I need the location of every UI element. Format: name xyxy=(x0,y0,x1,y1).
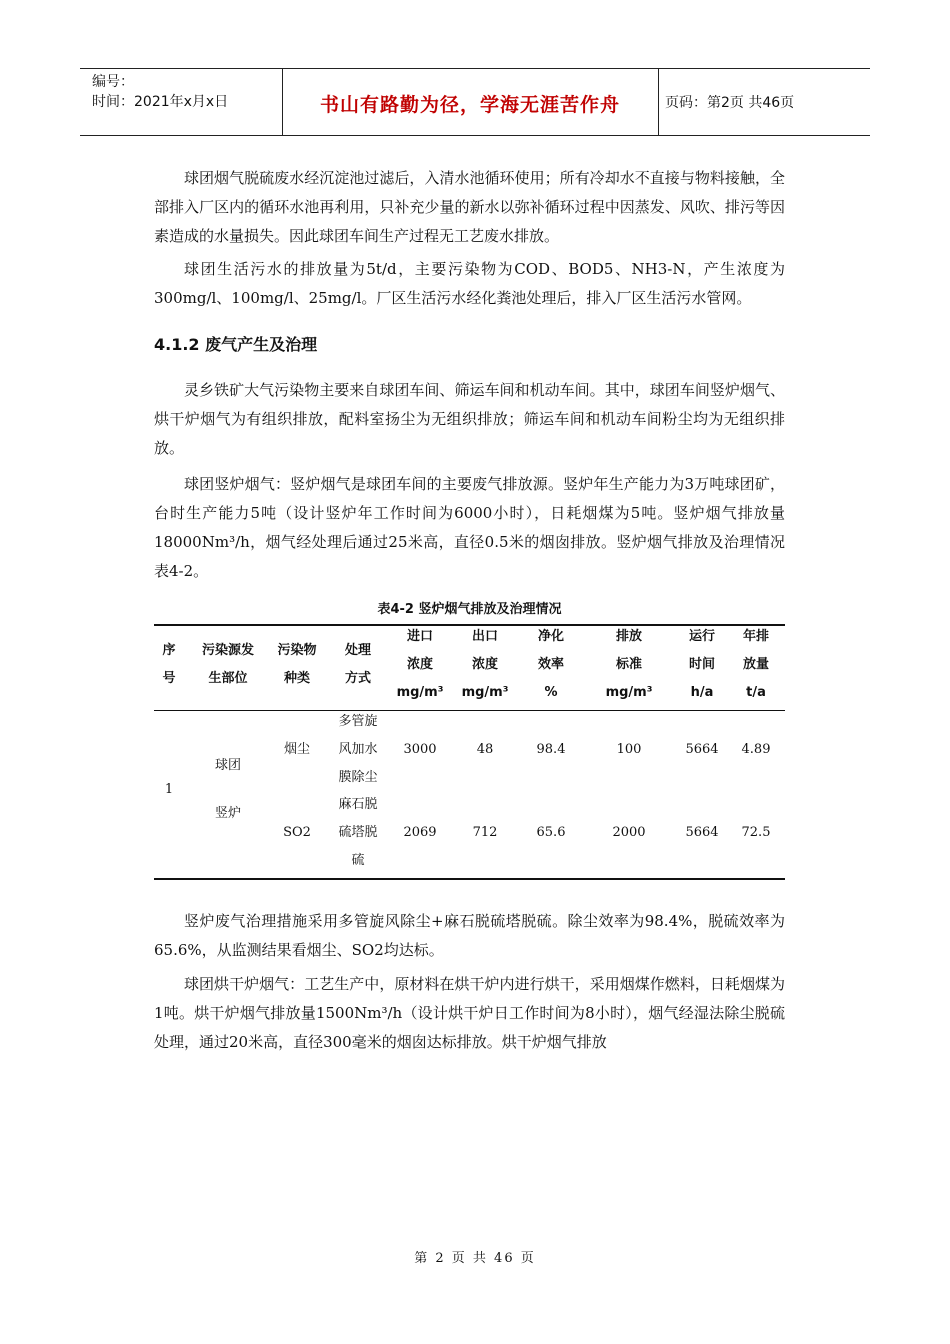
cell-efficiency: 98.4 xyxy=(536,742,566,757)
header-meta xyxy=(92,72,228,112)
page-header xyxy=(80,68,870,136)
cell-outlet: 712 xyxy=(472,825,498,840)
cell-seq: 1 xyxy=(164,782,174,797)
page-footer: 第 2 页 共 46 页 xyxy=(414,1251,536,1266)
paragraph-shaft-furnace: 球团竖炉烟气：竖炉烟气是球团车间的主要废气排放源。竖炉年生产能力为3万吨球团矿，台时生产能力5吨（设计竖炉年工作时间为6000小时），日耗烟煤为5吨。竖炉烟气排放量18000Nm³/h，烟气经处理后通过25米高，直径0.5米的烟囱排放。竖炉烟气排放及治理情况表4-2。 xyxy=(154,475,785,580)
header-pollutant: 污染物 种类 xyxy=(277,643,317,686)
cell-efficiency: 65.6 xyxy=(536,825,566,840)
section-title: 4.1.2 废气产生及治理 xyxy=(154,335,318,354)
cell-runtime: 5664 xyxy=(685,742,719,757)
header-outlet: 出口 浓度 mg/m³ xyxy=(461,629,509,700)
cell-source-1: 球团 xyxy=(214,758,241,773)
cell-pollutant: 烟尘 xyxy=(283,742,310,757)
header-method: 处理 方式 xyxy=(344,643,371,686)
header-number: 编号： xyxy=(92,74,134,90)
header-standard: 排放 标准 mg/m³ xyxy=(605,629,653,700)
cell-runtime: 5664 xyxy=(685,825,719,840)
cell-inlet: 3000 xyxy=(403,742,437,757)
table-caption: 表4-2 竖炉烟气排放及治理情况 xyxy=(377,602,562,617)
header-efficiency: 净化 效率 % xyxy=(537,629,564,700)
header-source: 污染源发 生部位 xyxy=(201,643,254,686)
cell-method: 麻石脱 硫塔脱 硫 xyxy=(338,797,378,868)
header-motto: 书山有路勤为径，学海无涯苦作舟 xyxy=(319,94,620,116)
table-bottom-rule xyxy=(154,878,785,880)
header-top-rule xyxy=(80,68,870,69)
cell-standard: 100 xyxy=(616,742,642,757)
header-divider xyxy=(658,68,659,136)
cell-source-2: 竖炉 xyxy=(214,806,241,821)
cell-standard: 2000 xyxy=(612,825,646,840)
header-seq: 序 号 xyxy=(162,643,176,686)
paragraph-air-sources: 灵乡铁矿大气污染物主要来自球团车间、筛运车间和机动车间。其中，球团车间竖炉烟气、烘干炉烟气为有组织排放，配料室扬尘为无组织排放；筛运车间和机动车间粉尘均为无组织排放。 xyxy=(154,381,785,457)
header-bottom-rule xyxy=(80,135,870,136)
header-runtime: 运行 时间 h/a xyxy=(688,629,715,700)
header-page-info: 页码：第2页 共46页 xyxy=(665,95,795,111)
header-inlet: 进口 浓度 mg/m³ xyxy=(396,629,444,700)
cell-method: 多管旋 风加水 膜除尘 xyxy=(338,714,378,785)
cell-inlet: 2069 xyxy=(403,825,437,840)
paragraph-treatment: 竖炉废气治理措施采用多管旋风除尘+麻石脱硫塔脱硫。除尘效率为98.4%，脱硫效率为65.6%，从监测结果看烟尘、SO2均达标。 xyxy=(154,912,785,959)
paragraph-wastewater: 球团烟气脱硫废水经沉淀池过滤后，入清水池循环使用；所有冷却水不直接与物料接触，全部排入厂区内的循环水池再利用，只补充少量的新水以弥补循环过程中因蒸发、风吹、排污等因素造成的水量损失。因此球团车间生产过程无工艺废水排放。 xyxy=(154,169,785,245)
header-date: 时间：2021年x月x日 xyxy=(92,94,229,110)
header-annual: 年排 放量 t/a xyxy=(742,629,769,700)
cell-pollutant: SO2 xyxy=(283,825,311,840)
cell-outlet: 48 xyxy=(476,742,494,757)
cell-annual: 4.89 xyxy=(741,742,771,757)
table-header-rule xyxy=(154,710,785,711)
cell-annual: 72.5 xyxy=(741,825,771,840)
paragraph-dryer: 球团烘干炉烟气：工艺生产中，原材料在烘干炉内进行烘干，采用烟煤作燃料，日耗烟煤为1吨。烘干炉烟气排放量1500Nm³/h（设计烘干炉日工作时间为8小时），烟气经湿法除尘脱硫处理，通过20米高，直径300毫米的烟囱达标排放。烘干炉烟气排放 xyxy=(154,975,785,1051)
paragraph-sewage: 球团生活污水的排放量为5t/d，主要污染物为COD、BOD5、NH3-N，产生浓度为300mg/l、100mg/l、25mg/l。厂区生活污水经化粪池处理后，排入厂区生活污水管网。 xyxy=(154,260,785,307)
